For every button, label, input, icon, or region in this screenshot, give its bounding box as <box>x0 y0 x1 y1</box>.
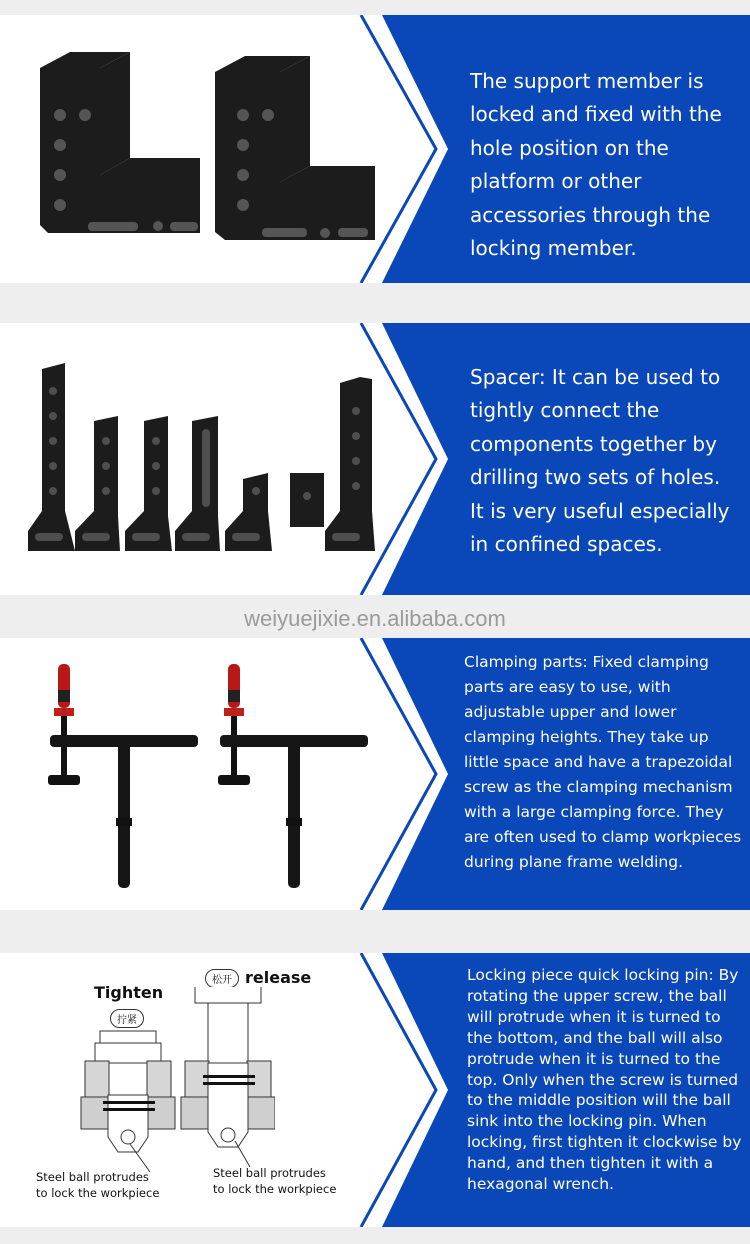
section-locking-pin <box>0 953 750 1227</box>
spacer-description: Spacer: It can be used to tightly connect the components together by drilling two sets of holes. It is very useful especially in confined spaces. <box>470 365 730 557</box>
release-label: release <box>245 968 312 987</box>
left-caption-line-1: Steel ball protrudes <box>36 1170 149 1184</box>
angle-bracket-pair-image <box>30 50 380 260</box>
spacer-brackets-image <box>20 361 380 561</box>
right-caption <box>213 1165 336 1197</box>
right-caption-line-2: to lock the workpiece <box>213 1182 337 1196</box>
tighten-label: Tighten <box>94 983 164 1002</box>
support-member-description: The support member is locked and fixed with the hole position on the platform or other accessories through the locking member. <box>470 69 722 261</box>
locking-pin-diagram <box>75 987 275 1172</box>
clamping-parts-description: Clamping parts: Fixed clamping parts are easy to use, with adjustable upper and lower clamping heights. They take up little space and have a trapezoidal screw as the clamping mechanism with a large clamping force. They are often used to clamp workpieces during plane frame welding. <box>464 653 742 871</box>
release-cn-label: 松开 <box>205 969 239 988</box>
locking-pin-description: Locking piece quick locking pin: By rotating the upper screw, the ball will protrude when it is turned to the bottom, and the ball will also protrude when it is turned to the top. Only when the screw is turned to the middle position will the ball sink into the locking pin. When locking, first tighten it clockwise by hand, and then tighten it with a hexagonal wrench. <box>467 966 742 1194</box>
clamping-tools-image <box>40 660 375 895</box>
right-caption-line-1: Steel ball protrudes <box>213 1166 326 1180</box>
watermark: weiyuejixie.en.alibaba.com <box>244 606 506 631</box>
section-clamping-parts <box>0 638 750 910</box>
tighten-cn-label: 拧紧 <box>110 1009 144 1028</box>
left-caption-line-2: to lock the workpiece <box>36 1186 160 1200</box>
section-support-member <box>0 15 750 283</box>
section-spacer <box>0 323 750 595</box>
left-caption <box>36 1169 159 1201</box>
